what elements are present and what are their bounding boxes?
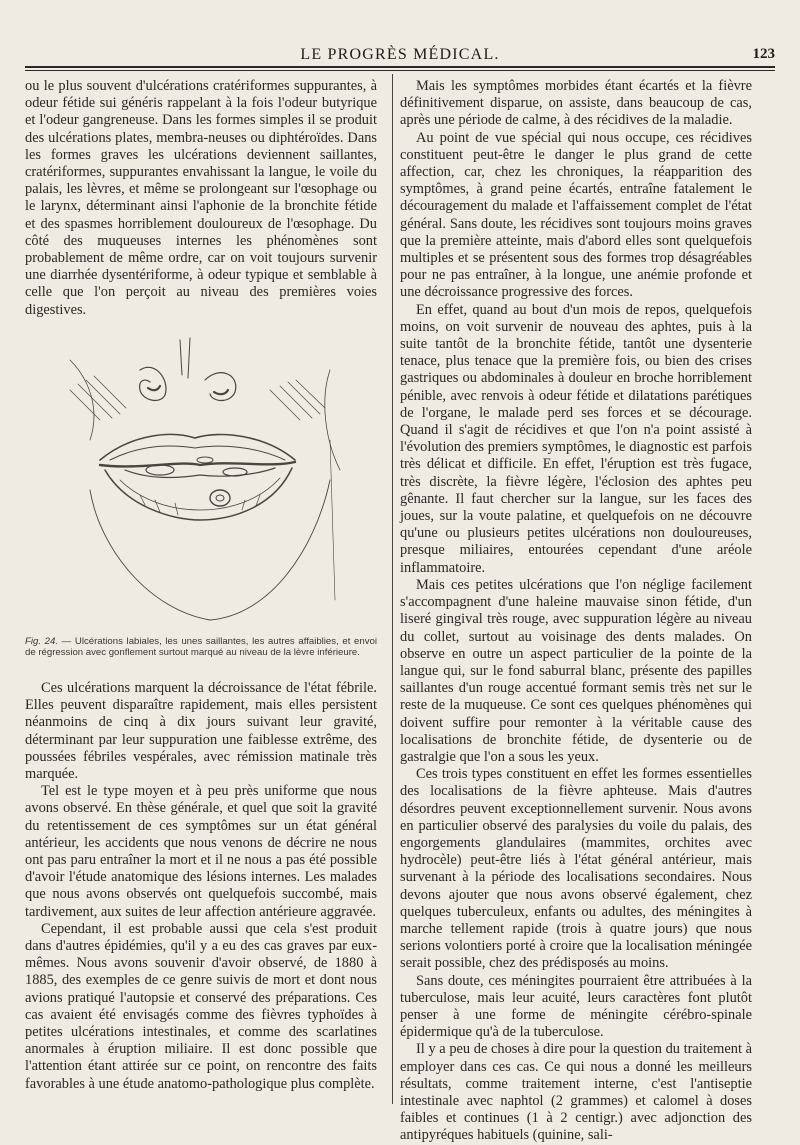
column-divider — [392, 74, 393, 1104]
paragraph: Il y a peu de choses à dire pour la question du traitement à employer dans ces cas. Ce qui nous a donné les meilleurs résultats, comme traitement interne, c'est l'antiseptie intestinale avec naphtol (2 grammes) et calomel à doses faibles et continues (1 à 2 centigr.) avec adjonction des antipyréques habituels (quinine, sali- — [400, 1041, 752, 1144]
running-header — [25, 42, 775, 66]
paragraph: Mais les symptômes morbides étant écartés et la fièvre définitivement disparue, on assiste, dans beaucoup de cas, après une période de calme, à des récidives de la maladie. — [400, 78, 752, 129]
paragraph: Mais ces petites ulcérations que l'on néglige facilement s'accompagnent d'une haleine mauvaise sinon fétide, d'un liseré gingival très rouge, avec suppuration légère au niveau du collet, surtout au voisinage des dents malades. On observe en outre un aspect particulier de la pointe de la langue qui, sur le fond saburral blanc, présente des papilles saillantes d'un rouge accentué formant semis très net sur le reste de la muqueuse. Ce sont ces quelques phénomènes qui doivent suffire pour remonter à la véritable cause des localisations de bronchite fétide, de dysenterie ou de gastralgie que l'on a sous les yeux. — [400, 576, 752, 765]
paragraph: Ces ulcérations marquent la décroissance de l'état fébrile. Elles peuvent disparaître rapidement, mais elles persistent néanmoins de cinq à dix jours suivant leur gravité, déterminant par leur suppuration une faiblesse extrême, des poussées fébriles vespérales, avec rémission matinale très marquée. — [25, 680, 377, 783]
journal-title: LE PROGRÈS MÉDICAL. — [300, 46, 500, 63]
paragraph: ou le plus souvent d'ulcérations cratériformes suppurantes, à odeur fétide sui généris rappelant à la fois l'odeur butyrique et l'odeur gangreneuse. Dans les formes simples il se produit des ulcérations plates, membra-neuses ou diphtéroïdes. Dans les formes graves les ulcérations deviennent saillantes, cratériformes, suppurantes envahissant la langue, le voile du palais, les lèvres, et même se prolongeant sur l'œsophage ou le larynx, déterminant ainsi l'aphonie de la bronchite fétide et des spasmes horriblement douloureux de l'œsophage. Du côté des muqueuses internes les phénomènes sont probablement de même ordre, car on voit toujours survenir une diarrhée dysentériforme, à odeur typique et semblable à celle que l'on perçoit au niveau des premières voies digestives. — [25, 78, 377, 318]
paragraph: En effet, quand au bout d'un mois de repos, quelquefois moins, on voit survenir de nouveau des aphtes, puis à la suite tantôt de la bronchite fétide, tantôt une dysenterie tenace, plus tenace que la première fois, ou bien des crises gastriques ou abdominales à douleur en broche horriblement pénible, avec renvois à odeur fétide et dilatations parétiques de l'organe, le malade perd ses forces et se décourage. Quand il s'agit de récidives et que l'on n'a point assisté à l'évolution des premiers symptômes, le diagnostic est parfois très délicat et difficile. En effet, l'éruption est très fugace, très discrète, la fièvre légère, l'éclosion des aphtes peu gênante. Il faut chercher sur la langue, sur les faces des joues, sur la voute palatine, et quelquefois on ne découvre qu'une ou plusieurs petites ulcérations non douloureuses, presque miliaires, entourées cependant d'une aréole inflammatoire. — [400, 301, 752, 576]
header-rule-thick — [25, 66, 775, 68]
left-column-bottom — [25, 680, 377, 1093]
paragraph: Cependant, il est probable aussi que cela s'est produit dans d'autres épidémies, qu'il y a eu des cas graves par eux-mêmes. Nous avons souvenir d'avoir observé, de 1880 à 1885, des exemples de ce genre suivis de mort et dont nous avions pratiqué l'autopsie et conservé des préparations. Ces cas avaient été envisagés comme des fièvres typhoïdes à petites ulcérations intestinales, et comme des scarlatines anormales à éruption miliaire. Il est donc possible que l'attention étant attirée sur ce point, on rencontre des faits favorables à une étude anatomo-pathologique plus complète. — [25, 920, 377, 1092]
figure-number: Fig. 24. — [25, 636, 58, 647]
figure-caption-text: — Ulcérations labiales, les unes saillantes, les autres affaiblies, et envoi de régression avec gonflement surtout marqué au niveau de la lèvre inférieure. — [25, 636, 377, 658]
page-number: 123 — [752, 46, 775, 62]
paragraph: Au point de vue spécial qui nous occupe, ces récidives constituent peut-être le danger le plus grand de cette affection, car, chez les chroniques, la réapparition des symptômes, à grand peine écartés, entraîne fatalement le découragement du malade et l'affaissement complet de l'état général. Sans doute, les récidives sont toujours moins graves que la première atteinte, mais d'abord elles sont quelquefois multiples et se présentent sous des formes trop désagréables pour ne pas entraîner, à la longue, une anémie profonde et une décroissance progressive des forces. — [400, 129, 752, 301]
header-rule-thin — [25, 70, 775, 71]
right-column — [400, 78, 752, 1145]
paragraph: Sans doute, ces méningites pourraient être attribuées à la tuberculose, mais leur acuité, leurs caractères font plutôt penser à une forme de méningite cérébro-spinale épidermique qu'à de la tuberculose. — [400, 972, 752, 1041]
paragraph: Ces trois types constituent en effet les formes essentielles des localisations de la fièvre aphteuse. Mais d'autres désordres peuvent exceptionnellement survenir. Nous avons en particulier observé des paralysies du voile du palais, des engorgements glandulaires (mammites, orchites avec hydrocèle) peut-être liés à l'état général antérieur, mais survenant à la période des localisations secondaires. Nous devons ajouter que nous avons observé également, chez quelques tuberculeux, enfants ou adultes, des méningites à marche tellement rapide (trois à quatre jours) que nous serions volontiers porté à croire que la localisation méningée serait possible, chez des prédisposés au moins. — [400, 766, 752, 972]
figure-caption — [25, 636, 377, 658]
paragraph: Tel est le type moyen et à peu près uniforme que nous avons observé. En thèse générale, et quel que soit la gravité du retentissement de ces symptômes sur un état général antérieur, les accidents que nous venons de décrire ne nous ont pas paru entraîner la mort et il ne nous a pas été possible d'avoir l'étude anatomique des lésions internes. Les malades que nous avons observés ont quelquefois succombé, mais tardivement, aux suites de leur affection antérieure aggravée. — [25, 783, 377, 920]
left-column-top — [25, 78, 377, 319]
figure-lips-illustration — [30, 320, 375, 630]
lips-drawing — [30, 320, 375, 630]
